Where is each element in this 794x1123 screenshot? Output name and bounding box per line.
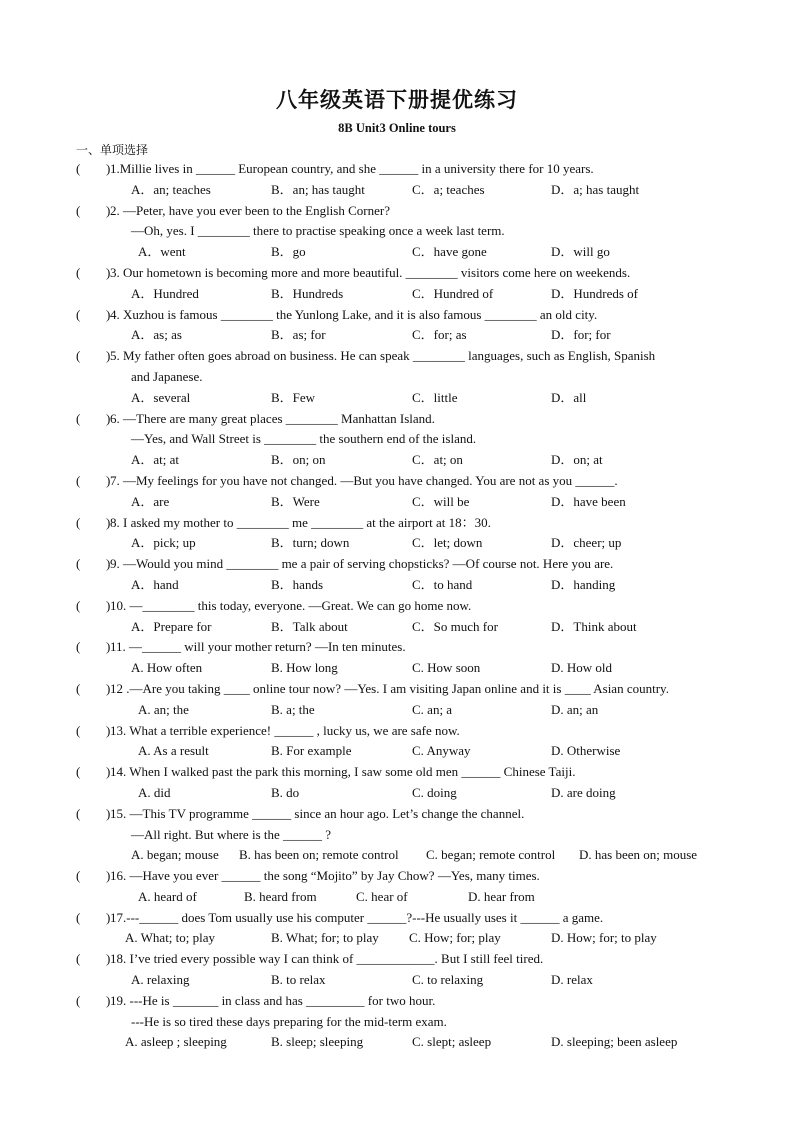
option-a: A. What; to; play (125, 930, 216, 946)
option-d: D. hear from (468, 888, 535, 904)
option-b: B. to relax (271, 972, 326, 988)
options-row (0, 845, 794, 866)
option-b: B．on; on (271, 452, 326, 468)
answer-blank-close: ) (106, 514, 111, 530)
question-text: 14. When I walked past the park this morning, I saw some old men ______ Chinese Taiji. (110, 764, 576, 780)
question-continuation-line (0, 429, 794, 450)
question-continuation-line (0, 825, 794, 846)
answer-blank-open: ( (76, 410, 81, 426)
option-b: B．Few (271, 389, 316, 405)
question-stem-line (0, 346, 794, 367)
answer-blank-open: ( (76, 868, 81, 884)
option-d: D. How old (551, 660, 613, 676)
option-d: D．will go (551, 244, 610, 260)
question-stem-line (0, 409, 794, 430)
answer-blank-open: ( (76, 556, 81, 572)
question-item (0, 471, 794, 513)
options-row (0, 492, 794, 513)
option-b: B．go (271, 244, 306, 260)
answer-blank-close: ) (106, 680, 111, 696)
option-d: D. relax (551, 972, 593, 988)
option-b: B．Talk about (271, 618, 348, 634)
question-stem-line (0, 305, 794, 326)
answer-blank-close: ) (106, 202, 111, 218)
question-text: 7. —My feelings for you have not changed. —But you have changed. You are not as you ______. (110, 472, 618, 488)
question-stem-line (0, 637, 794, 658)
question-item (0, 866, 794, 908)
answer-blank-close: ) (106, 556, 111, 572)
option-b: B．hands (271, 576, 324, 592)
option-a: A．went (138, 244, 186, 260)
question-text: 1.Millie lives in ______ European country, and she ______ in a university there for 10 years. (110, 161, 594, 176)
question-item (0, 159, 794, 201)
option-b: B．Hundreds (271, 285, 344, 301)
option-a: A．as; as (131, 327, 182, 343)
option-a: A．at; at (131, 452, 180, 468)
question-text: 16. —Have you ever ______ the song “Mojito” by Jay Chow? —Yes, many times. (110, 868, 540, 884)
question-text: 13. What a terrible experience! ______ , lucky us, we are safe now. (110, 722, 460, 738)
option-b: B．as; for (271, 327, 326, 343)
answer-blank-open: ( (76, 348, 81, 364)
option-d: D. Otherwise (551, 743, 621, 759)
answer-blank-open: ( (76, 992, 81, 1008)
option-c: C．have gone (412, 244, 487, 260)
option-b: B．Were (271, 493, 320, 509)
option-c: C．a; teaches (412, 181, 485, 197)
option-c: C. an; a (412, 701, 453, 717)
option-b: B. a; the (271, 701, 315, 717)
question-stem-line (0, 721, 794, 742)
question-stem-line (0, 159, 794, 180)
option-a: A. began; mouse (131, 847, 219, 863)
question-stem-line (0, 201, 794, 222)
question-stem-line (0, 991, 794, 1012)
question-item (0, 201, 794, 263)
answer-blank-close: ) (106, 472, 111, 488)
option-d: D．have been (551, 493, 626, 509)
option-b: B. For example (271, 743, 352, 759)
option-a: A．Hundred (131, 285, 199, 301)
page-title: 八年级英语下册提优练习 (276, 88, 518, 112)
option-d: D．on; at (551, 452, 603, 468)
answer-blank-close: ) (106, 805, 111, 821)
question-item (0, 908, 794, 950)
answer-blank-open: ( (76, 764, 81, 780)
options-row (0, 575, 794, 596)
answer-blank-close: ) (106, 868, 111, 884)
question-item (0, 721, 794, 763)
options-row (0, 887, 794, 908)
question-text: 18. I’ve tried every possible way I can think of ____________. But I still feel tired. (110, 951, 544, 967)
question-item (0, 346, 794, 408)
options-row (0, 741, 794, 762)
question-stem-line (0, 949, 794, 970)
option-d: D. has been on; mouse (579, 847, 698, 863)
option-a: A．pick; up (131, 535, 196, 551)
question-text: 15. —This TV programme ______ since an hour ago. Let’s change the channel. (110, 805, 525, 821)
option-d: D. How; for; to play (551, 930, 657, 946)
options-row (0, 388, 794, 409)
answer-blank-close: ) (106, 348, 111, 364)
question-text: 19. ---He is _______ in class and has _________ for two hour. (110, 992, 436, 1008)
question-stem-line (0, 804, 794, 825)
question-stem-line (0, 908, 794, 929)
question-stem-line (0, 679, 794, 700)
option-a: A．Prepare for (131, 618, 212, 634)
question-item (0, 804, 794, 866)
options-row (0, 700, 794, 721)
option-a: A．an; teaches (131, 181, 211, 197)
question-text: —Yes, and Wall Street is ________ the southern end of the island. (131, 431, 477, 447)
question-stem-line (0, 866, 794, 887)
options-row (0, 325, 794, 346)
question-stem-line (0, 263, 794, 284)
question-text: 2. —Peter, have you ever been to the English Corner? (110, 202, 390, 218)
options-row (0, 1032, 794, 1053)
question-text: 8. I asked my mother to ________ me ________ at the airport at 18：30. (110, 514, 491, 530)
question-text: 9. —Would you mind ________ me a pair of serving chopsticks? —Of course not. Here you are. (110, 556, 614, 572)
option-c: C．for; as (412, 327, 467, 343)
question-continuation-line (0, 1012, 794, 1033)
option-c: C．Hundred of (412, 285, 494, 301)
options-row (0, 533, 794, 554)
answer-blank-close: ) (106, 161, 111, 176)
question-item (0, 305, 794, 347)
answer-blank-close: ) (106, 264, 111, 280)
question-item (0, 513, 794, 555)
question-item (0, 762, 794, 804)
option-c: C. to relaxing (412, 972, 484, 988)
options-row (0, 284, 794, 305)
option-c: C. slept; asleep (412, 1034, 492, 1050)
option-b: B．turn; down (271, 535, 350, 551)
question-item (0, 991, 794, 1053)
answer-blank-open: ( (76, 472, 81, 488)
question-stem-line (0, 596, 794, 617)
answer-blank-open: ( (76, 680, 81, 696)
question-continuation-line (0, 367, 794, 388)
answer-blank-open: ( (76, 722, 81, 738)
question-item (0, 949, 794, 991)
option-c: C．let; down (412, 535, 483, 551)
question-item (0, 263, 794, 305)
question-item (0, 409, 794, 471)
option-b: B. sleep; sleeping (271, 1034, 364, 1050)
option-d: D．handing (551, 576, 616, 592)
option-d: D．for; for (551, 327, 611, 343)
answer-blank-open: ( (76, 306, 81, 322)
option-a: A．are (131, 493, 170, 509)
question-text: 4. Xuzhou is famous ________ the Yunlong Lake, and it is also famous ________ an old city. (110, 306, 598, 322)
question-stem-line (0, 554, 794, 575)
answer-blank-open: ( (76, 951, 81, 967)
option-a: A. How often (131, 660, 203, 676)
option-c: C．at; on (412, 452, 463, 468)
answer-blank-close: ) (106, 764, 111, 780)
answer-blank-close: ) (106, 639, 111, 655)
question-text: 10. —________ this today, everyone. —Great. We can go home now. (110, 597, 472, 613)
question-text: and Japanese. (131, 368, 203, 384)
option-b: B. has been on; remote control (239, 847, 399, 863)
answer-blank-open: ( (76, 805, 81, 821)
option-d: D．a; has taught (551, 181, 640, 197)
question-list (0, 159, 794, 1053)
question-continuation-line (0, 221, 794, 242)
question-stem-line (0, 513, 794, 534)
answer-blank-close: ) (106, 992, 111, 1008)
options-row (0, 450, 794, 471)
section-heading: 一、单项选择 (76, 143, 149, 157)
answer-blank-open: ( (76, 264, 81, 280)
option-c: C．to hand (412, 576, 473, 592)
option-c: C. Anyway (412, 743, 471, 759)
question-item (0, 679, 794, 721)
option-d: D．Think about (551, 618, 637, 634)
option-c: C. doing (412, 784, 457, 800)
option-a: A. heard of (138, 888, 197, 904)
options-row (0, 783, 794, 804)
question-stem-line (0, 471, 794, 492)
option-c: C．little (412, 389, 458, 405)
option-d: D. are doing (551, 784, 616, 800)
option-d: D. an; an (551, 701, 599, 717)
option-a: A. did (138, 784, 171, 800)
option-d: D．cheer; up (551, 535, 622, 551)
option-b: B. How long (271, 660, 338, 676)
option-c: C. How soon (412, 660, 481, 676)
option-a: A. an; the (138, 701, 189, 717)
option-c: C．So much for (412, 618, 498, 634)
options-row (0, 180, 794, 201)
question-text: 12 .—Are you taking ____ online tour now? —Yes. I am visiting Japan online and it is ____ Asian country. (110, 680, 669, 696)
options-row (0, 617, 794, 638)
question-text: 3. Our hometown is becoming more and more beautiful. ________ visitors come here on weekends. (110, 264, 631, 280)
question-item (0, 554, 794, 596)
option-b: B. heard from (244, 888, 317, 904)
answer-blank-close: ) (106, 722, 111, 738)
question-text: ---He is so tired these days preparing for the mid-term exam. (131, 1013, 447, 1029)
question-item (0, 637, 794, 679)
option-d: D. sleeping; been asleep (551, 1034, 678, 1050)
answer-blank-open: ( (76, 639, 81, 655)
question-text: 17.---______ does Tom usually use his computer ______?---He usually uses it ______ a game. (110, 909, 604, 925)
answer-blank-open: ( (76, 909, 81, 925)
answer-blank-close: ) (106, 306, 111, 322)
options-row (0, 970, 794, 991)
option-a: A．several (131, 389, 191, 405)
answer-blank-close: ) (106, 909, 111, 925)
question-stem-line (0, 762, 794, 783)
option-a: A．hand (131, 576, 179, 592)
options-row (0, 242, 794, 263)
question-text: —All right. But where is the ______ ? (131, 826, 332, 842)
answer-blank-open: ( (76, 514, 81, 530)
question-text: 11. —______ will your mother return? —In ten minutes. (110, 639, 406, 655)
option-b: B. What; for; to play (271, 930, 379, 946)
option-c: C. How; for; play (409, 930, 501, 946)
question-text: —Oh, yes. I ________ there to practise speaking once a week last term. (131, 223, 505, 239)
option-a: A. asleep ; sleeping (125, 1034, 227, 1050)
answer-blank-close: ) (106, 951, 111, 967)
option-c: C. began; remote control (426, 847, 556, 863)
option-d: D．all (551, 389, 587, 405)
option-a: A. As a result (138, 743, 209, 759)
question-text: 5. My father often goes abroad on business. He can speak ________ languages, such as English, Spanish (110, 348, 656, 364)
answer-blank-open: ( (76, 202, 81, 218)
option-c: C. hear of (356, 888, 408, 904)
question-item (0, 596, 794, 638)
page-subtitle: 8B Unit3 Online tours (338, 121, 456, 135)
options-row (0, 658, 794, 679)
option-c: C．will be (412, 493, 470, 509)
option-b: B．an; has taught (271, 181, 365, 197)
answer-blank-close: ) (106, 410, 111, 426)
answer-blank-close: ) (106, 597, 111, 613)
answer-blank-open: ( (76, 597, 81, 613)
option-b: B. do (271, 784, 300, 800)
question-text: 6. —There are many great places ________ Manhattan Island. (110, 410, 435, 426)
answer-blank-open: ( (76, 161, 81, 176)
option-a: A. relaxing (131, 972, 190, 988)
options-row (0, 928, 794, 949)
option-d: D．Hundreds of (551, 285, 639, 301)
